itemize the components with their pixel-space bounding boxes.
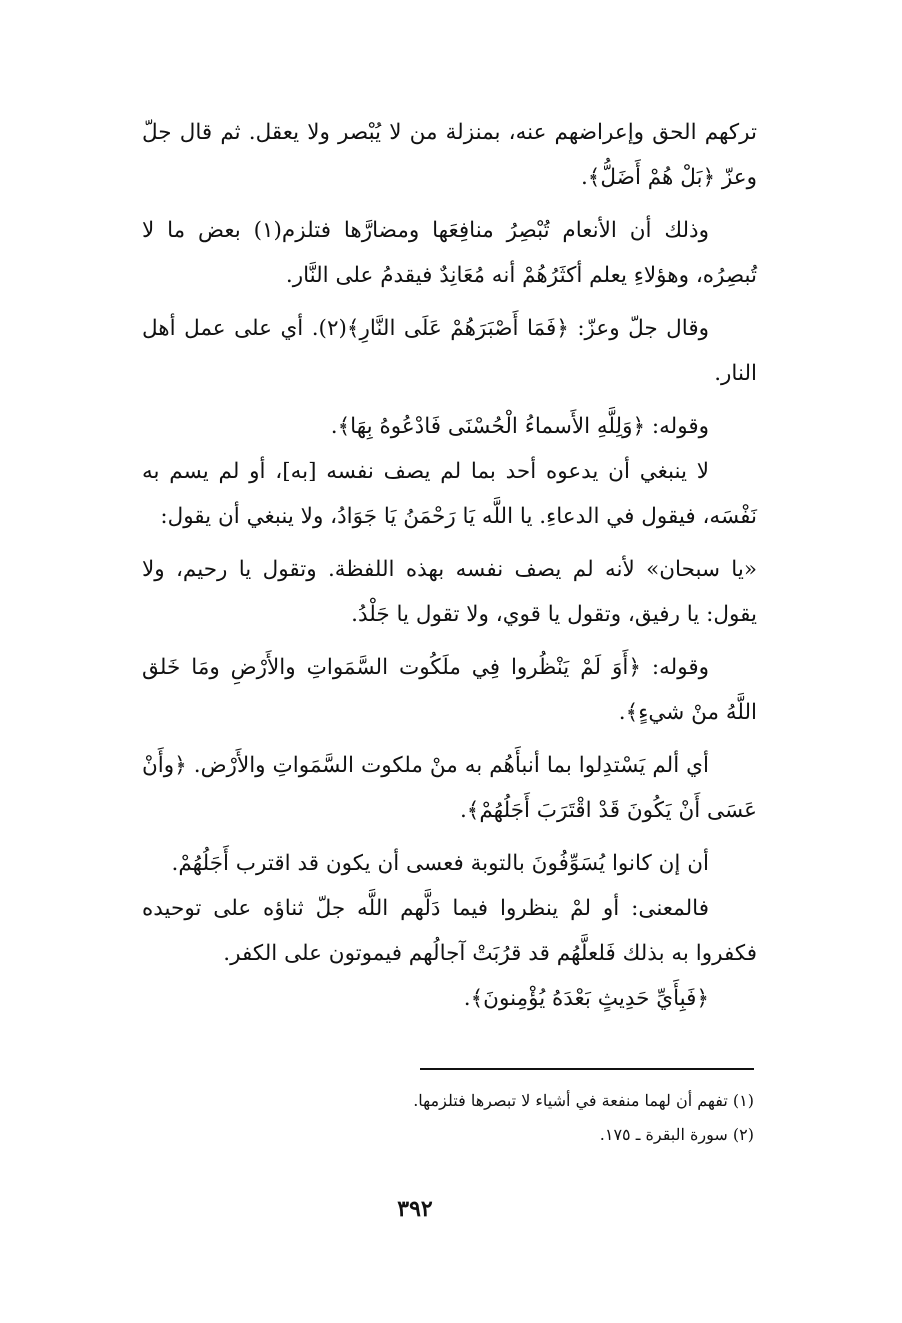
paragraph-9: أن إن كانوا يُسَوِّفُونَ بالتوبة فعسى أن يكون قد اقترب أَجَلُهُمْ. — [171, 851, 709, 876]
paragraph-2: وذلك أن الأنعام تُبْصِرُ منافِعَها ومضارَّها فتلزم(١) بعض ما لا تُبصِرُه، وهؤلاءِ يعلم أكثَرُهُمْ أنه مُعَانِدٌ فيقدمُ على النَّار. — [142, 218, 757, 288]
paragraph-4: وقوله: ﴿وَلِلَّهِ الأَسماءُ الْحُسْنَى فَادْعُوهُ بِهَا﴾. — [330, 414, 709, 439]
paragraph-10: فالمعنى: أو لمْ ينظروا فيما دَلَّهم اللَّه جلّ ثناؤه على توحيده فكفروا به بذلك فَلعلَّهُم قد قرُبَتْ آجالُهم فيموتون على الكفر. — [142, 896, 757, 966]
footnote-divider — [420, 1068, 754, 1070]
main-text — [142, 110, 757, 1029]
paragraph-5: لا ينبغي أن يدعوه أحد بما لم يصف نفسه [به]، أو لم يسم به نَفْسَه، فيقول في الدعاءِ. يا اللَّه يَا رَحْمَنُ يَا جَوَادُ، ولا ينبغي أن يقول: — [142, 459, 757, 529]
paragraph-6: «يا سبحان» لأنه لم يصف نفسه بهذه اللفظة. وتقول يا رحيم، ولا يقول: يا رفيق، وتقول يا قوي، ولا تقول يا جَلْدُ. — [142, 557, 757, 627]
paragraph-3: وقال جلّ وعزّ: ﴿فَمَا أَصْبَرَهُمْ عَلَى النَّارِ﴾(٢). أي على عمل أهل النار. — [142, 316, 757, 386]
paragraph-1: تركهم الحق وإعراضهم عنه، بمنزلة من لا يُبْصر ولا يعقل. ثم قال جلّ وعزّ ﴿بَلْ هُمْ أَضَلُّ﴾. — [142, 120, 757, 190]
page-number: ٣٩٢ — [397, 1196, 433, 1222]
footnote-1: (١) تفهم أن لهما منفعة في أشياء لا تبصرها فتلزمها. — [413, 1091, 754, 1110]
paragraph-8: أي ألم يَسْتدِلوا بما أنبأَهُم به منْ ملكوت السَّمَواتِ والأَرْض. ﴿وأَنْ عَسَى أَنْ يَكُونَ قَدْ اقْتَرَبَ أَجَلُهُمْ﴾. — [142, 753, 757, 823]
paragraph-11: ﴿فَبِأَيِّ حَدِيثٍ بَعْدَهُ يُؤْمِنونَ﴾. — [463, 986, 709, 1011]
footnotes — [139, 1084, 754, 1152]
paragraph-7: وقوله: ﴿أَوَ لَمْ يَنْظُروا فِي ملَكُوت السَّمَواتِ والأَرْضِ ومَا خَلق اللَّهُ منْ شيءٍ﴾. — [142, 655, 757, 725]
footnote-2: (٢) سورة البقرة ـ ١٧٥. — [599, 1125, 754, 1144]
